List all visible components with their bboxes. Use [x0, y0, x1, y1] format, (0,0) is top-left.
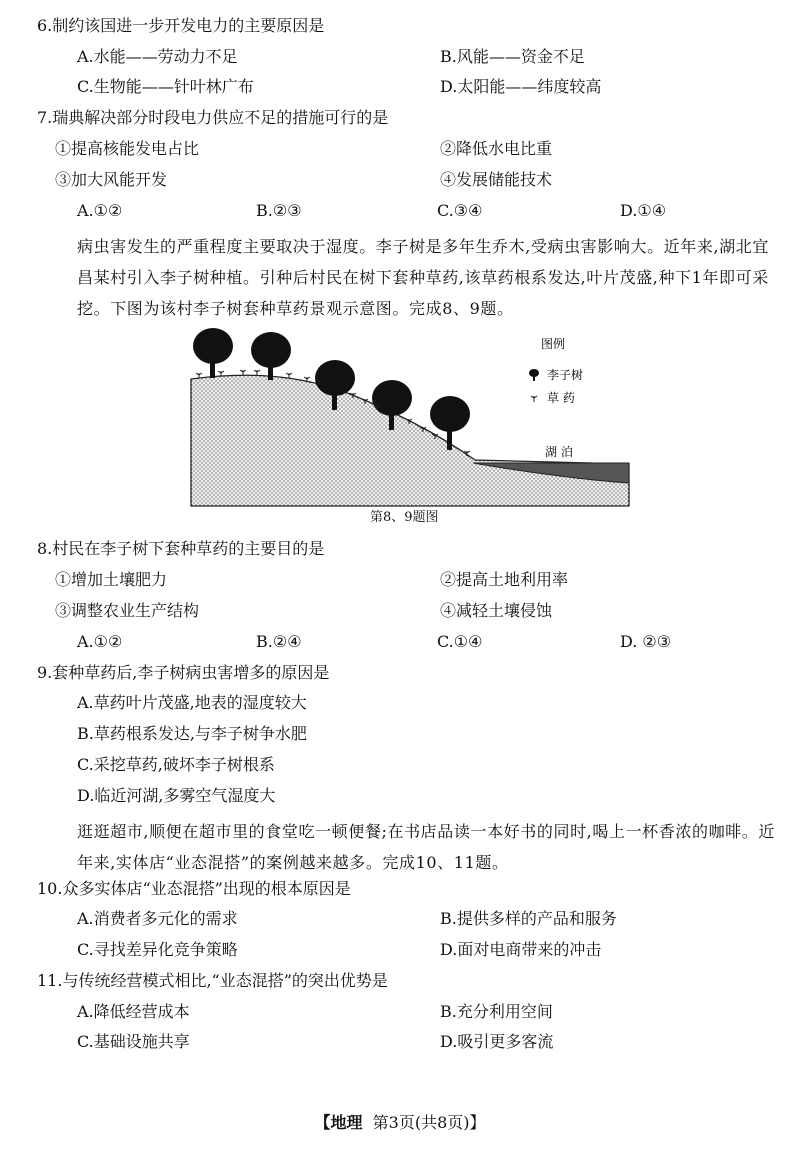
q8-option-a: A.①② [77, 632, 123, 651]
q9-option-c: C.采挖草药,破坏李子树根系 [77, 755, 275, 774]
q7-option-b: B.②③ [256, 201, 302, 220]
q7-statement-1: ①提高核能发电占比 [55, 139, 200, 158]
q10-option-c: C.寻找差异化竞争策略 [77, 940, 238, 959]
lake-label: 湖 泊 [545, 445, 573, 459]
figure-caption: 第8、9题图 [370, 510, 439, 525]
q11-stem: 11.与传统经营模式相比,“业态混搭”的突出优势是 [37, 971, 388, 990]
q9-option-a: A.草药叶片茂盛,地表的湿度较大 [77, 693, 307, 712]
legend-tree-icon [529, 369, 539, 381]
legend-tree-label: 李子树 [547, 368, 584, 382]
q9-option-b: B.草药根系发达,与李子树争水肥 [77, 724, 307, 743]
q10-option-d: D.面对电商带来的冲击 [440, 940, 602, 959]
q7-statement-3: ③加大风能开发 [55, 170, 168, 189]
q9-option-d: D.临近河湖,多雾空气湿度大 [77, 786, 276, 805]
plum-herb-intercrop-figure [185, 322, 645, 514]
q8-option-d: D. ②③ [620, 632, 672, 651]
q7-stem: 7.瑞典解决部分时段电力供应不足的措施可行的是 [37, 108, 389, 127]
q11-option-d: D.吸引更多客流 [440, 1032, 554, 1051]
q10-option-a: A.消费者多元化的需求 [77, 909, 238, 928]
q11-option-b: B.充分利用空间 [440, 1002, 553, 1021]
q6-option-d: D.太阳能——纬度较高 [440, 77, 602, 96]
footer-subject: 【地理 [314, 1113, 363, 1132]
q7-statement-2: ②降低水电比重 [440, 139, 553, 158]
q7-option-d: D.①④ [620, 201, 667, 220]
legend-title: 图例 [541, 337, 566, 351]
footer-page: 第3页(共8页)】 [372, 1113, 486, 1132]
passage-8-9: 病虫害发生的严重程度主要取决于湿度。李子树是多年生乔木,受病虫害影响大。近年来,湖北宜昌某村引入李子树种植。引种后村民在树下套种草药,该草药根系发达,叶片茂盛,种下1年即可采挖。下图为该村李子树套种草药景观示意图。完成8、9题。 [77, 237, 769, 318]
legend-herb-icon [531, 396, 537, 402]
q8-statement-2: ②提高土地利用率 [440, 570, 569, 589]
passage-10-11: 逛逛超市,顺便在超市里的食堂吃一顿便餐;在书店品读一本好书的同时,喝上一杯香浓的咖啡。近年来,实体店“业态混搭”的案例越来越多。完成10、11题。 [77, 822, 775, 872]
q7-statement-4: ④发展储能技术 [440, 170, 553, 189]
q8-statement-1: ①增加土壤肥力 [55, 570, 168, 589]
legend-herb-label: 草 药 [547, 391, 575, 405]
q11-option-c: C.基础设施共享 [77, 1032, 190, 1051]
plum-tree-icon [193, 328, 233, 378]
q11-option-a: A.降低经营成本 [77, 1002, 190, 1021]
q6-option-a: A.水能——劳动力不足 [77, 47, 238, 66]
q10-option-b: B.提供多样的产品和服务 [440, 909, 617, 928]
page-footer [0, 1110, 800, 1133]
q8-statement-4: ④减轻土壤侵蚀 [440, 601, 553, 620]
q8-option-b: B.②④ [256, 632, 302, 651]
q7-option-c: C.③④ [437, 201, 483, 220]
q6-option-b: B.风能——资金不足 [440, 47, 585, 66]
q8-statement-3: ③调整农业生产结构 [55, 601, 200, 620]
q7-option-a: A.①② [77, 201, 123, 220]
q6-option-c: C.生物能——针叶林广布 [77, 77, 254, 96]
q8-stem: 8.村民在李子树下套种草药的主要目的是 [37, 539, 325, 558]
q8-option-c: C.①④ [437, 632, 483, 651]
q6-stem: 6.制约该国进一步开发电力的主要原因是 [37, 16, 325, 35]
q9-stem: 9.套种草药后,李子树病虫害增多的原因是 [37, 663, 330, 682]
q10-stem: 10.众多实体店“业态混搭”出现的根本原因是 [37, 879, 351, 898]
